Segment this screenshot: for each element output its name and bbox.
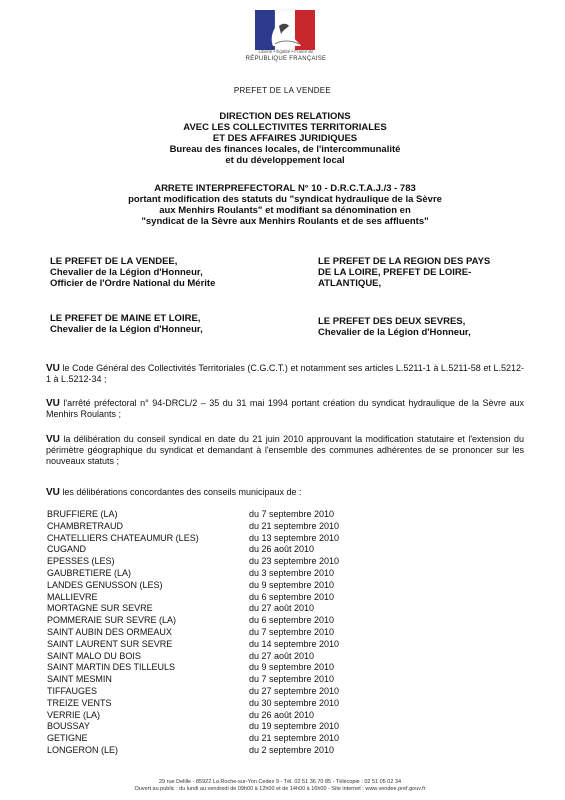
direction-line: DIRECTION DES RELATIONS xyxy=(219,111,351,122)
deliberation-date: du 19 septembre 2010 xyxy=(249,721,340,732)
list-item xyxy=(47,686,507,698)
vu-paragraph xyxy=(46,434,524,467)
list-item xyxy=(47,544,507,556)
deliberation-date: du 26 août 2010 xyxy=(249,544,315,555)
deliberation-date: du 2 septembre 2010 xyxy=(249,744,335,755)
deliberation-date: du 9 septembre 2010 xyxy=(249,662,335,673)
deliberation-date: du 21 septembre 2010 xyxy=(249,520,340,531)
deliberation-date: du 27 août 2010 xyxy=(249,650,315,661)
commune-name: GETIGNE xyxy=(47,733,88,744)
arrete-title-block xyxy=(95,183,475,227)
list-item xyxy=(47,698,507,710)
list-item xyxy=(47,745,507,757)
list-item xyxy=(47,521,507,533)
list-item xyxy=(47,662,507,674)
deliberation-date: du 7 septembre 2010 xyxy=(249,626,335,637)
prefet-distinction: Chevalier de la Légion d'Honneur, xyxy=(318,327,471,338)
commune-name: CHAMBRETRAUD xyxy=(47,520,124,531)
commune-name: EPESSES (LES) xyxy=(47,556,115,567)
commune-name: MORTAGNE SUR SEVRE xyxy=(47,603,153,614)
deliberation-date: du 7 septembre 2010 xyxy=(249,509,335,519)
list-item xyxy=(47,556,507,568)
deliberation-date: du 7 septembre 2010 xyxy=(249,674,335,685)
list-item xyxy=(47,533,507,545)
commune-name: SAINT LAURENT SUR SEVRE xyxy=(47,638,173,649)
prefet-title: LE PREFET DES DEUX SEVRES, xyxy=(318,316,466,327)
prefecture-name: PREFET DE LA VENDEE xyxy=(233,86,332,95)
footer-hours: Ouvert au public : du lundi au vendredi de 09h00 à 12h00 et de 14h00 à 16h00 - Site internet : www.vendee.pref.gouv.fr xyxy=(134,786,426,792)
list-item xyxy=(47,674,507,686)
commune-name: SAINT MARTIN DES TILLEULS xyxy=(47,662,176,673)
vu-paragraph xyxy=(46,487,524,498)
prefet-title: LE PREFET DE LA VENDEE, xyxy=(50,256,178,267)
commune-name: TREIZE VENTS xyxy=(47,697,112,708)
commune-name: MALLIEVRE xyxy=(47,591,98,602)
commune-name: POMMERAIE SUR SEVRE (LA) xyxy=(47,615,177,626)
bureau-line: Bureau des finances locales, de l'intercommunalité xyxy=(169,144,401,155)
republic-label: RÉPUBLIQUE FRANÇAISE xyxy=(245,56,327,62)
vu-prefix: VU xyxy=(46,434,60,445)
vu-text: les délibérations concordantes des conseils municipaux de : xyxy=(59,487,302,497)
list-item xyxy=(47,627,507,639)
prefet-title: LE PREFET DE MAINE ET LOIRE, xyxy=(50,313,201,324)
list-item xyxy=(47,651,507,663)
prefet-sevres-block xyxy=(318,316,538,338)
vu-paragraph xyxy=(46,398,524,420)
list-item xyxy=(47,710,507,722)
prefet-title: LE PREFET DE LA REGION DES PAYS xyxy=(318,256,491,267)
vu-text: le Code Général des Collectivités Territoriales (C.G.C.T.) et notamment ses articles L.5211-1 à L.5211-58 et L.5212-1 à L.5212-34 ; xyxy=(46,363,524,384)
arrete-subject: aux Menhirs Roulants" et modifiant sa dénomination en xyxy=(159,205,411,216)
list-item xyxy=(47,580,507,592)
page-footer xyxy=(40,779,520,793)
deliberation-date: du 6 septembre 2010 xyxy=(249,591,335,602)
commune-name: SAINT AUBIN DES ORMEAUX xyxy=(47,626,172,637)
deliberation-date: du 26 août 2010 xyxy=(249,709,315,720)
bureau-line: et du développement local xyxy=(225,155,345,166)
deliberation-date: du 30 septembre 2010 xyxy=(249,697,340,708)
deliberation-date: du 14 septembre 2010 xyxy=(249,638,340,649)
commune-name: VERRIE (LA) xyxy=(47,709,101,720)
vu-prefix: VU xyxy=(46,398,60,409)
commune-name: TIFFAUGES xyxy=(47,685,98,696)
list-item xyxy=(47,509,507,521)
communes-list xyxy=(47,509,507,757)
deliberation-date: du 21 septembre 2010 xyxy=(249,733,340,744)
vu-text: la délibération du conseil syndical en date du 21 juin 2010 approuvant la modification statutaire et l'extension du périmètre géographique du syndicat et demandant à l'ensemble des communes adhérentes de se prononcer sur les nouveaux statuts ; xyxy=(46,434,524,466)
list-item xyxy=(47,568,507,580)
vu-paragraph xyxy=(46,363,524,385)
arrete-number: ARRETE INTERPREFECTORAL N° 10 - D.R.C.T.A.J./3 - 783 xyxy=(154,183,416,194)
commune-name: GAUBRETIERE (LA) xyxy=(47,567,132,578)
direction-line: AVEC LES COLLECTIVITES TERRITORIALES xyxy=(183,122,387,133)
list-item xyxy=(47,721,507,733)
deliberation-date: du 23 septembre 2010 xyxy=(249,556,340,567)
deliberation-date: du 13 septembre 2010 xyxy=(249,532,340,543)
prefet-distinction: Chevalier de la Légion d'Honneur, xyxy=(50,267,203,278)
commune-name: CUGAND xyxy=(47,544,87,555)
republic-motto: Liberté • Égalité • Fraternité xyxy=(258,49,314,54)
deliberation-date: du 27 août 2010 xyxy=(249,603,315,614)
prefet-title: ATLANTIQUE, xyxy=(318,278,382,289)
arrete-subject: "syndicat de la Sèvre aux Menhirs Roulants et de ses affluents" xyxy=(141,216,429,227)
direction-block xyxy=(120,111,450,166)
vu-prefix: VU xyxy=(46,363,60,374)
commune-name: BRUFFIERE (LA) xyxy=(47,509,118,519)
commune-name: BOUSSAY xyxy=(47,721,90,732)
prefet-loire-block xyxy=(318,256,538,289)
direction-line: ET DES AFFAIRES JURIDIQUES xyxy=(212,133,358,144)
footer-address: 29 rue Delille - 85922 La Roche-sur-Yon Cedex 9 - Tél. 02 51 36 70 85 - Télécopie : 02 51 05 02 34 xyxy=(158,779,402,785)
commune-name: SAINT MESMIN xyxy=(47,674,112,685)
commune-name: LANDES GENUSSON (LES) xyxy=(47,579,163,590)
commune-name: LONGERON (LE) xyxy=(47,744,119,755)
deliberation-date: du 9 septembre 2010 xyxy=(249,579,335,590)
prefet-distinction: Chevalier de la Légion d'Honneur, xyxy=(50,324,203,335)
list-item xyxy=(47,615,507,627)
commune-name: CHATELLIERS CHATEAUMUR (LES) xyxy=(47,532,199,543)
deliberation-date: du 6 septembre 2010 xyxy=(249,615,335,626)
prefet-title: DE LA LOIRE, PREFET DE LOIRE- xyxy=(318,267,472,278)
list-item xyxy=(47,639,507,651)
vu-text: l'arrêté préfectoral n° 94-DRCL/2 – 35 du 31 mai 1994 portant création du syndicat hydraulique de la Sèvre aux Menhirs Roulants ; xyxy=(46,398,524,419)
prefet-maine-block xyxy=(50,313,280,335)
list-item xyxy=(47,603,507,615)
prefet-vendee-block xyxy=(50,256,280,289)
prefet-distinction: Officier de l'Ordre National du Mérite xyxy=(50,278,216,289)
list-item xyxy=(47,592,507,604)
arrete-subject: portant modification des statuts du "syndicat hydraulique de la Sèvre xyxy=(128,194,442,205)
deliberation-date: du 3 septembre 2010 xyxy=(249,567,335,578)
list-item xyxy=(47,733,507,745)
vu-prefix: VU xyxy=(46,487,60,498)
commune-name: SAINT MALO DU BOIS xyxy=(47,650,141,661)
deliberation-date: du 27 septembre 2010 xyxy=(249,685,340,696)
